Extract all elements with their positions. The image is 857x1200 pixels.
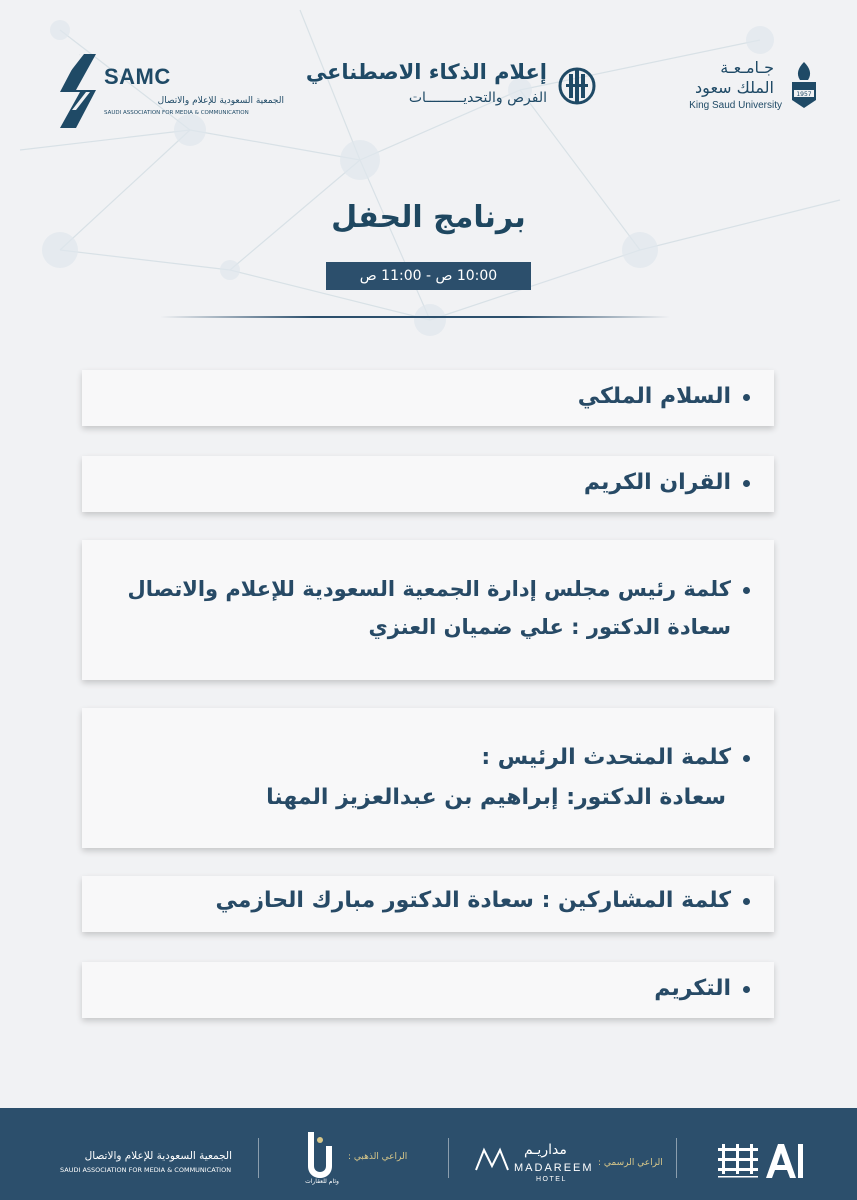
footer-divider (676, 1138, 677, 1178)
agenda-item (82, 370, 774, 426)
samc-english-name: SAUDI ASSOCIATION FOR MEDIA & COMMUNICATION (104, 110, 249, 116)
agenda-item-text: كلمة المتحدث الرئيس : (481, 745, 731, 770)
footer-samc-english: SAUDI ASSOCIATION FOR MEDIA & COMMUNICATION (60, 1166, 232, 1174)
ksu-arabic-line1: جـامـعـة (720, 58, 774, 77)
bullet-icon (743, 480, 750, 487)
official-sponsor-label: الراعي الرسمي : (598, 1158, 663, 1168)
agenda-item-speaker: سعادة الدكتور: إبراهيم بن عبدالعزيز المهنا (266, 785, 726, 810)
ksu-logo (682, 58, 822, 118)
conference-emblem-icon (557, 62, 597, 110)
madareem-english-name: MADAREEM (514, 1162, 594, 1174)
footer-samc-arabic: الجمعية السعودية للإعلام والاتصال (84, 1150, 232, 1162)
agenda-item-text: التكريم (654, 976, 731, 1001)
madareem-mark-icon (472, 1146, 512, 1174)
bullet-icon (743, 394, 750, 401)
program-time-badge: 10:00 ص - 11:00 ص (326, 262, 531, 290)
agenda-item (82, 962, 774, 1018)
ksu-english-name: King Saud University (689, 100, 782, 111)
conference-logo (285, 60, 605, 116)
conference-title: إعلام الذكاء الاصطناعي (305, 60, 547, 84)
samc-logo (58, 52, 284, 132)
bullet-icon (743, 755, 750, 762)
agenda-item-text: كلمة رئيس مجلس إدارة الجمعية السعودية للإعلام والاتصال (127, 577, 731, 601)
ksu-arabic-line2: الملك سعود (695, 78, 774, 97)
madareem-arabic-name: مداريـم (524, 1142, 567, 1158)
bullet-icon (743, 986, 750, 993)
ksu-emblem-year: 1957 (796, 91, 812, 98)
agenda-item-text: كلمة المشاركين : سعادة الدكتور مبارك الحازمي (215, 888, 731, 913)
bullet-icon (743, 898, 750, 905)
footer-divider (448, 1138, 449, 1178)
conference-subtitle: الفرص والتحديـــــــــات (408, 90, 547, 106)
program-title: برنامج الحفل (331, 200, 526, 235)
agenda-item (82, 456, 774, 512)
agenda-item-speaker: سعادة الدكتور : علي ضميان العنزي (368, 615, 731, 639)
gold-sponsor-label: الراعي الذهبي : (348, 1152, 408, 1162)
agenda-item (82, 876, 774, 932)
agenda-item (82, 708, 774, 848)
samc-mark-icon (58, 52, 98, 130)
footer-sponsors-bar (0, 1108, 857, 1200)
madareem-hotel-label: HOTEL (536, 1176, 567, 1183)
samc-name: SAMC (104, 64, 171, 89)
agenda-item-text: القران الكريم (583, 470, 731, 495)
bullet-icon (743, 587, 750, 594)
gold-sponsor-name: وئام للعقارات (305, 1178, 339, 1185)
title-divider (160, 316, 670, 318)
year-of-ai-logo-icon (712, 1138, 808, 1184)
agenda-item (82, 540, 774, 680)
ksu-emblem-icon (786, 60, 822, 112)
agenda-item-text: السلام الملكي (577, 384, 731, 409)
footer-divider (258, 1138, 259, 1178)
samc-arabic-name: الجمعية السعودية للإعلام والاتصال (157, 96, 284, 106)
